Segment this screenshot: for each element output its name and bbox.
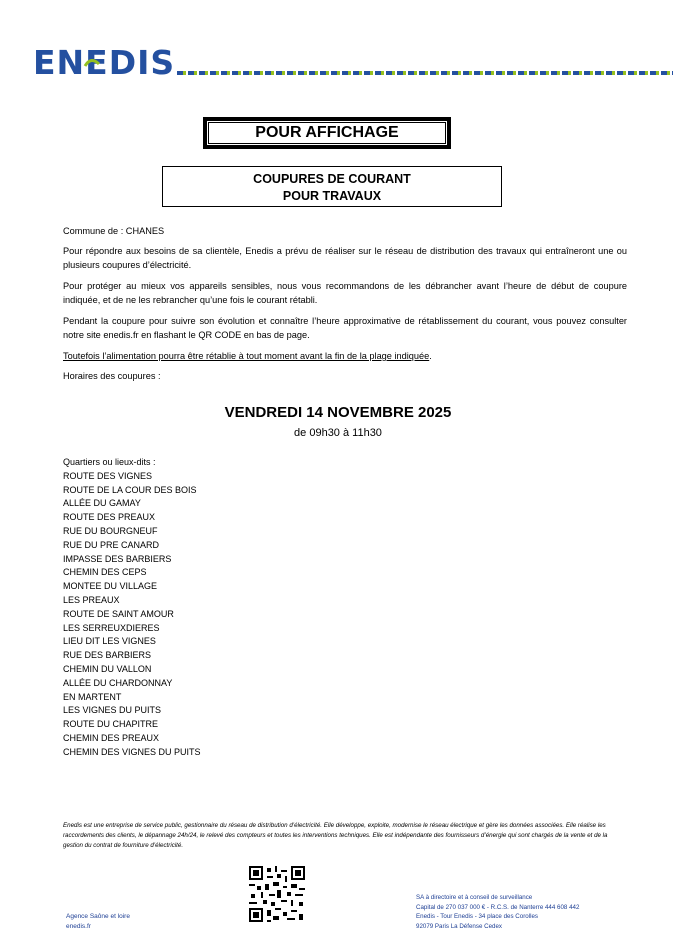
list-item: CHEMIN DES VIGNES DU PUITS (63, 746, 201, 757)
list-item: ROUTE DU CHAPITRE (63, 719, 159, 730)
list-item: ALLÉE DU CHARDONNAY (63, 677, 173, 688)
warning-line (63, 349, 627, 363)
paragraph-2: Pour protéger au mieux vos appareils sensibles, nous vous recommandons de les débrancher avant l’heure de début de coupure indiquée, et de ne les rebrancher qu’une fois le courant rétabli. (63, 281, 627, 305)
list-item: RUE DU BOURGNEUF (63, 525, 158, 536)
paragraph-1: Pour répondre aux besoins de sa clientèle, Enedis a prévu de réaliser sur le réseau de distribution des travaux qui entraîneront une ou plusieurs coupures d’électricité. (63, 246, 627, 270)
list-item: CHEMIN DU VALLON (63, 663, 152, 674)
list-item: RUE DU PRE CANARD (63, 539, 160, 550)
header-rule (177, 71, 673, 75)
warning-period: . (429, 351, 432, 361)
legal-line-3: Enedis - Tour Enedis - 34 place des Corolles (416, 913, 538, 920)
list-item: ROUTE DE SAINT AMOUR (63, 608, 174, 619)
outage-hours: de 09h30 à 11h30 (294, 427, 382, 439)
list-item: EN MARTENT (63, 691, 122, 702)
list-item: LES PREAUX (63, 594, 120, 605)
streets-heading: Quartiers ou lieux-dits : (63, 457, 156, 467)
list-item: RUE DES BARBIERS (63, 650, 152, 661)
list-item: MONTEE DU VILLAGE (63, 581, 158, 592)
footer-note: Enedis est une entreprise de service public, gestionnaire du réseau de distribution d’électricité. Elle développe, exploite, modernise le réseau électrique et gère les données associées. Elle réalise les raccordements des clients, le dépannage 24h/24, le relevé des compteurs et toutes les interventions techniques. Elle est indépendante des fournisseurs d’énergie qui sont chargés de la vente et de la gestion du contrat de fourniture d’électricité. (63, 822, 608, 849)
streets-list (63, 456, 201, 760)
agency-name: Agence Saône et loire (66, 913, 130, 920)
page-title: POUR AFFICHAGE (203, 117, 451, 149)
list-item: LIEU DIT LES VIGNES (63, 636, 156, 647)
list-item: LES SERREUXDIERES (63, 622, 160, 633)
warning-text: Toutefois l’alimentation pourra être rétablie à tout moment avant la fin de la plage indiquée (63, 351, 430, 361)
subtitle-line-2: POUR TRAVAUX (282, 189, 382, 203)
list-item: CHEMIN DES CEPS (63, 567, 147, 578)
enedis-logo (33, 44, 175, 78)
legal-line-2: Capital de 270 037 000 € - R.C.S. de Nanterre 444 608 442 (416, 903, 580, 911)
paragraph-3: Pendant la coupure pour suivre son évolution et connaître l’heure approximative de rétablissement du courant, vous pouvez consulter notre site enedis.fr en flashant le QR CODE en bas de page. (63, 316, 627, 340)
qr-code-icon[interactable] (249, 866, 305, 922)
list-item: ROUTE DE LA COUR DES BOIS (63, 484, 197, 495)
footer-legal-block (416, 893, 579, 931)
subtitle-box (162, 166, 502, 207)
schedule-label: Horaires des coupures : (63, 371, 161, 381)
outage-date: VENDREDI 14 NOVEMBRE 2025 (224, 404, 452, 421)
list-item: CHEMIN DES PREAUX (63, 732, 160, 743)
website-link[interactable]: enedis.fr (66, 922, 91, 930)
list-item: IMPASSE DES BARBIERS (63, 553, 172, 564)
list-item: ROUTE DES PREAUX (63, 512, 156, 523)
list-item: ALLÉE DU GAMAY (63, 498, 141, 509)
list-item: LES VIGNES DU PUITS (63, 705, 162, 716)
subtitle-line-1: COUPURES DE COURANT (253, 172, 411, 186)
list-item: ROUTE DES VIGNES (63, 470, 153, 481)
svg-text:ENEDIS: ENEDIS (33, 44, 175, 78)
legal-line-4: 92079 Paris La Défense Cedex (416, 922, 502, 930)
legal-line-1: SA à directoire et à conseil de surveillance (416, 894, 533, 901)
footer-agency-block (66, 912, 130, 931)
commune-line: Commune de : CHANES (63, 226, 165, 236)
